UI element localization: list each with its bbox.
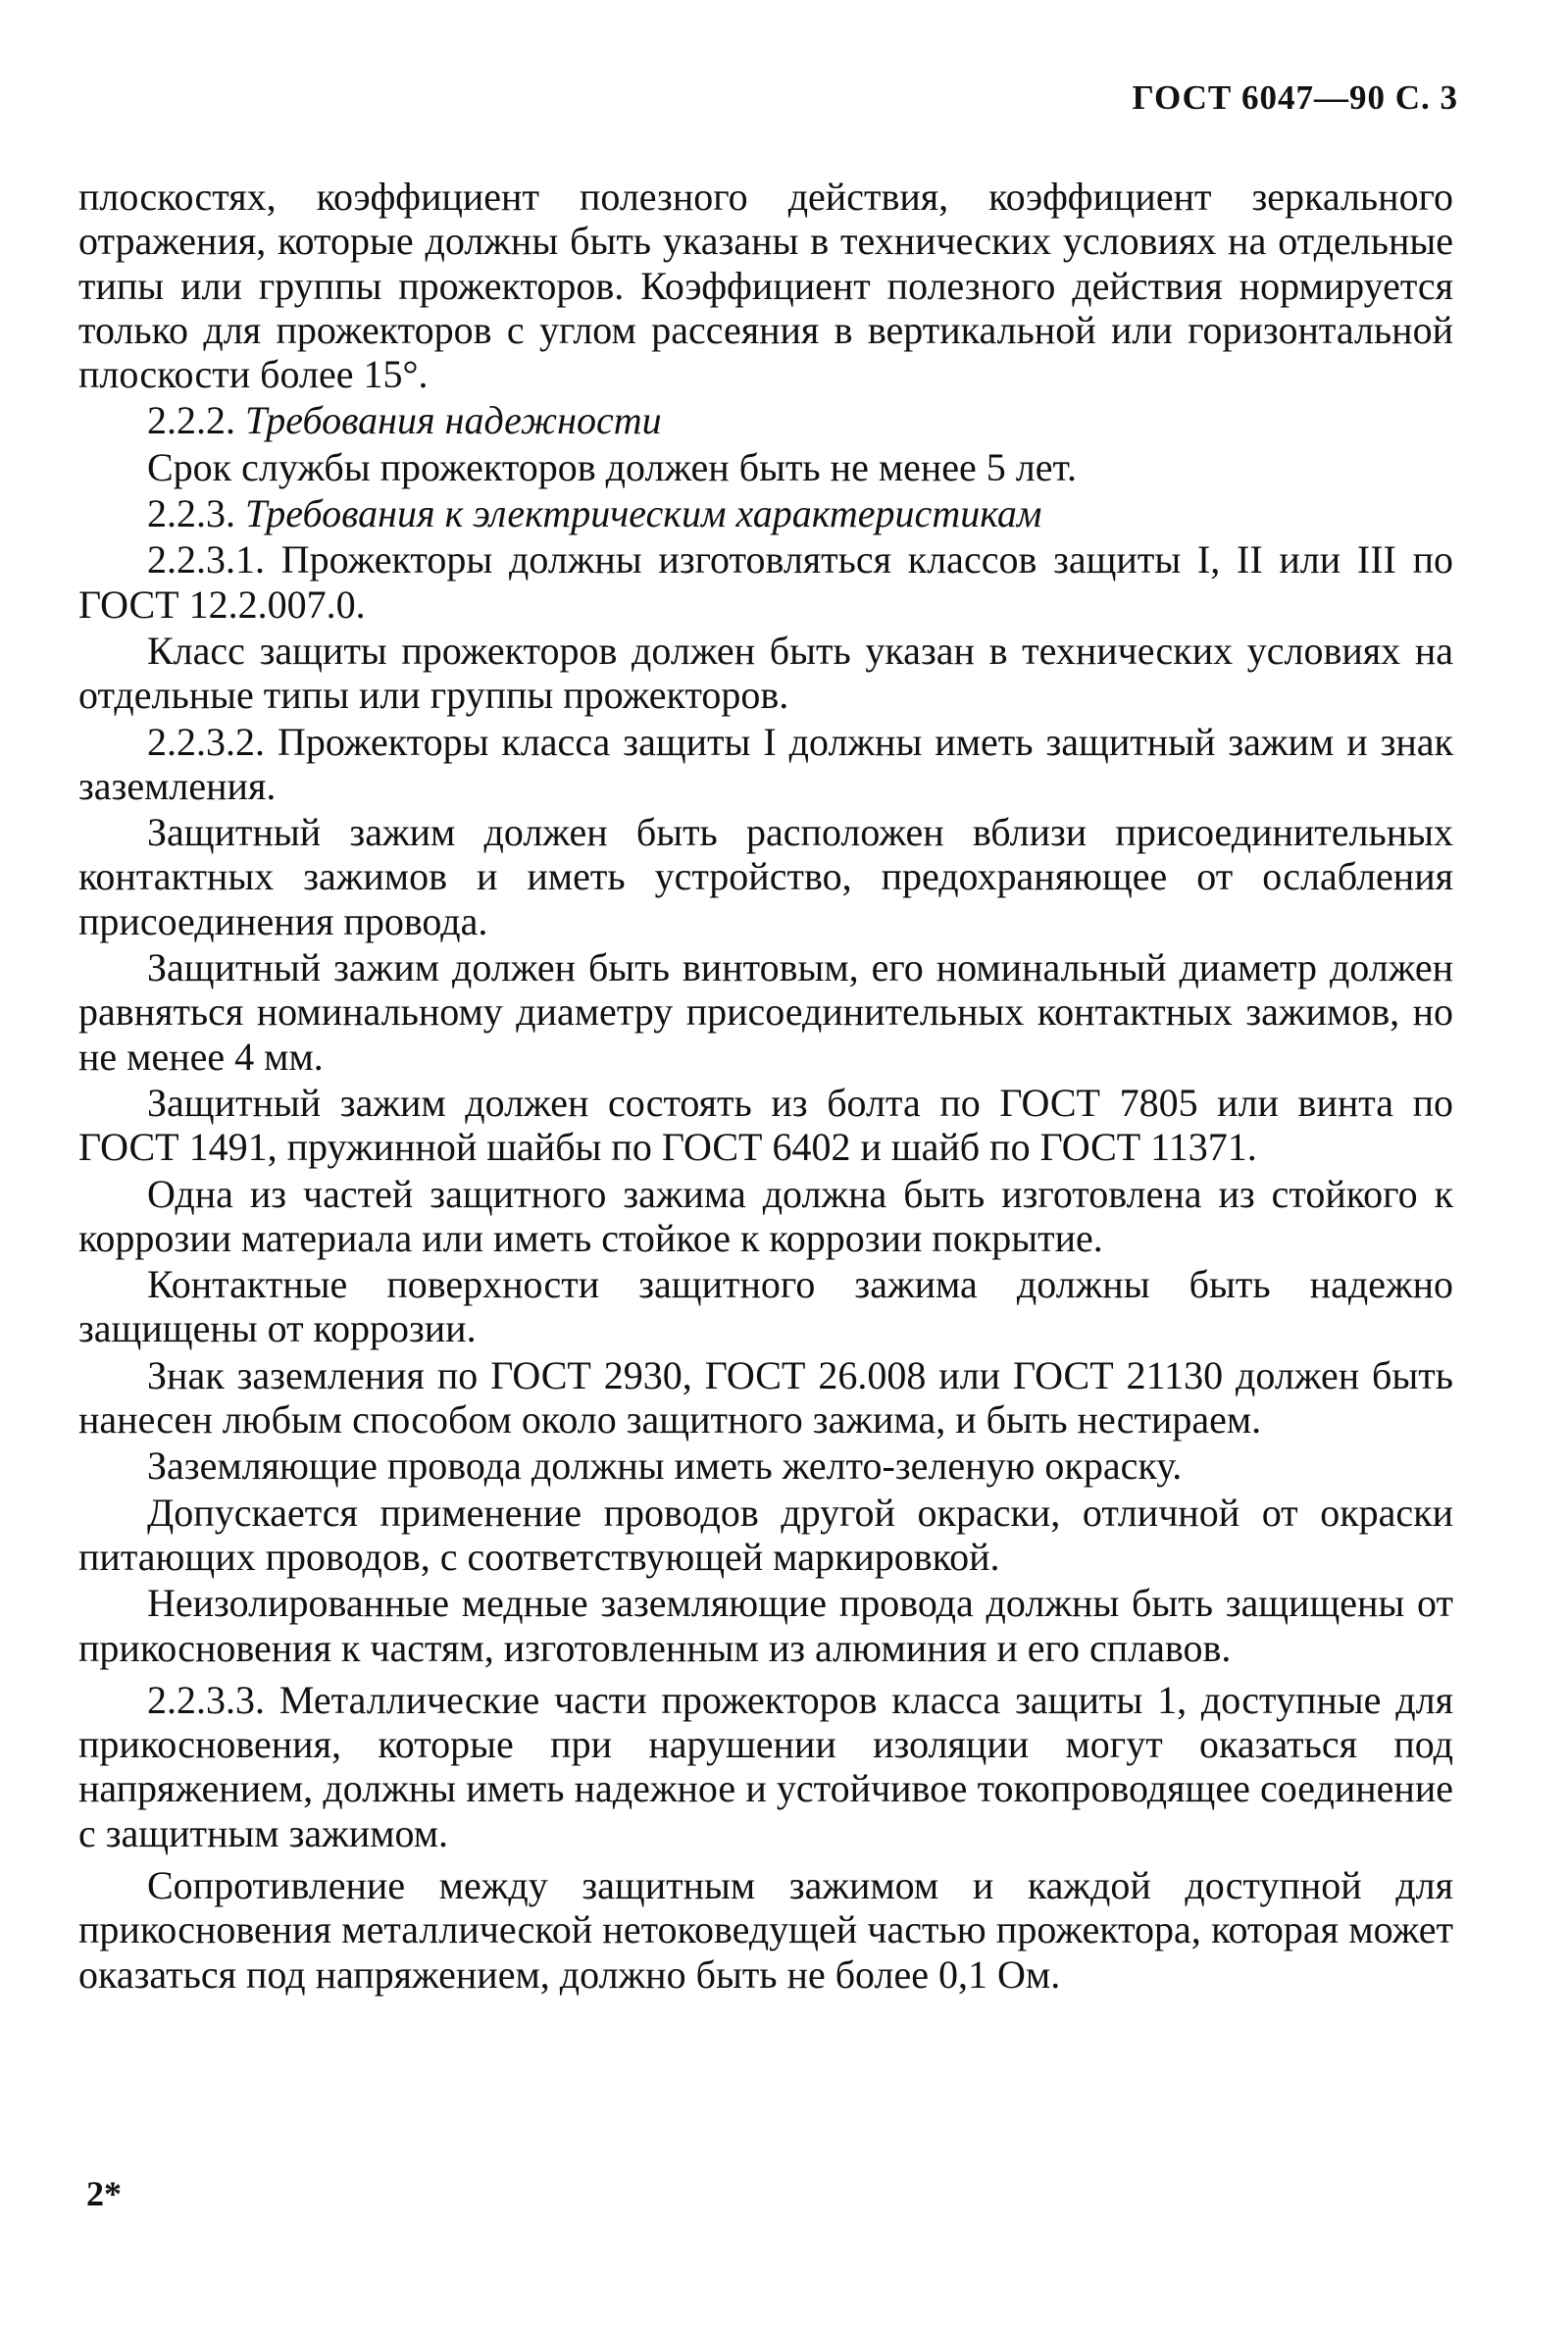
- paragraph: Неизолированные медные заземляющие провода должны быть защищены от прикосновения к частям, изготовленным из алюминия и его сплавов.: [78, 1581, 1453, 1670]
- paragraph-continuation: плоскостях, коэффициент полезного действия, коэффициент зеркального отражения, которые должны быть указаны в технических условиях на отдельные типы или группы прожекторов. Коэффициент полезного действия нормируется только для прожекторов с углом рассеяния в вертикальной или горизонтальной плоскости более 15°.: [78, 175, 1453, 397]
- paragraph: Одна из частей защитного зажима должна быть изготовлена из стойкого к коррозии материала или иметь стойкое к коррозии покрытие.: [78, 1171, 1453, 1260]
- paragraph: Защитный зажим должен быть винтовым, его номинальный диаметр должен равняться номинальному диаметру присоединительных контактных зажимов, но не менее 4 мм.: [78, 945, 1453, 1079]
- paragraph: 2.2.3.2. Прожекторы класса защиты I должны иметь защитный зажим и знак заземления.: [78, 719, 1453, 808]
- paragraph: Заземляющие провода должны иметь желто-зеленую окраску.: [147, 1444, 1183, 1489]
- section-number: 2.2.3.: [147, 491, 235, 536]
- document-body: [78, 175, 1453, 1997]
- paragraph: Защитный зажим должен состоять из болта по ГОСТ 7805 или винта по ГОСТ 1491, пружинной шайбы по ГОСТ 6402 и шайб по ГОСТ 11371.: [78, 1080, 1453, 1170]
- section-title: Требования к электрическим характеристикам: [245, 491, 1042, 536]
- paragraph: Допускается применение проводов другой окраски, отличной от окраски питающих проводов, с соответствующей маркировкой.: [78, 1490, 1453, 1579]
- section-heading-2-2-3: [78, 491, 1453, 535]
- paragraph: 2.2.3.1. Прожекторы должны изготовляться классов защиты I, II или III по ГОСТ 12.2.007.0.: [78, 537, 1453, 627]
- running-header: ГОСТ 6047—90 С. 3: [1132, 78, 1458, 117]
- paragraph: Контактные поверхности защитного зажима должны быть надежно защищены от коррозии.: [78, 1262, 1453, 1351]
- signature-mark: 2*: [86, 2174, 122, 2213]
- paragraph: Срок службы прожекторов должен быть не менее 5 лет.: [147, 444, 1077, 489]
- section-title: Требования надежности: [245, 398, 662, 443]
- section-number: 2.2.2.: [147, 398, 235, 443]
- section-heading-2-2-2: [78, 398, 1453, 442]
- paragraph: 2.2.3.3. Металлические части прожекторов класса защиты 1, доступные для прикосновения, которые при нарушении изоляции могут оказаться под напряжением, должны иметь надежное и устойчивое токопроводящее соединение с защитным зажимом.: [78, 1677, 1453, 1855]
- paragraph: Класс защиты прожекторов должен быть указан в технических условиях на отдельные типы или группы прожекторов.: [78, 628, 1453, 718]
- paragraph: Сопротивление между защитным зажимом и каждой доступной для прикосновения металлической нетоковедущей частью прожектора, которая может оказаться под напряжением, должно быть не более 0,1 Ом.: [78, 1862, 1453, 1997]
- paragraph: Знак заземления по ГОСТ 2930, ГОСТ 26.008 или ГОСТ 21130 должен быть нанесен любым способом около защитного зажима, и быть нестираем.: [78, 1352, 1453, 1443]
- paragraph: Защитный зажим должен быть расположен вблизи присоединительных контактных зажимов и иметь устройство, предохраняющее от ослабления присоединения провода.: [78, 810, 1453, 943]
